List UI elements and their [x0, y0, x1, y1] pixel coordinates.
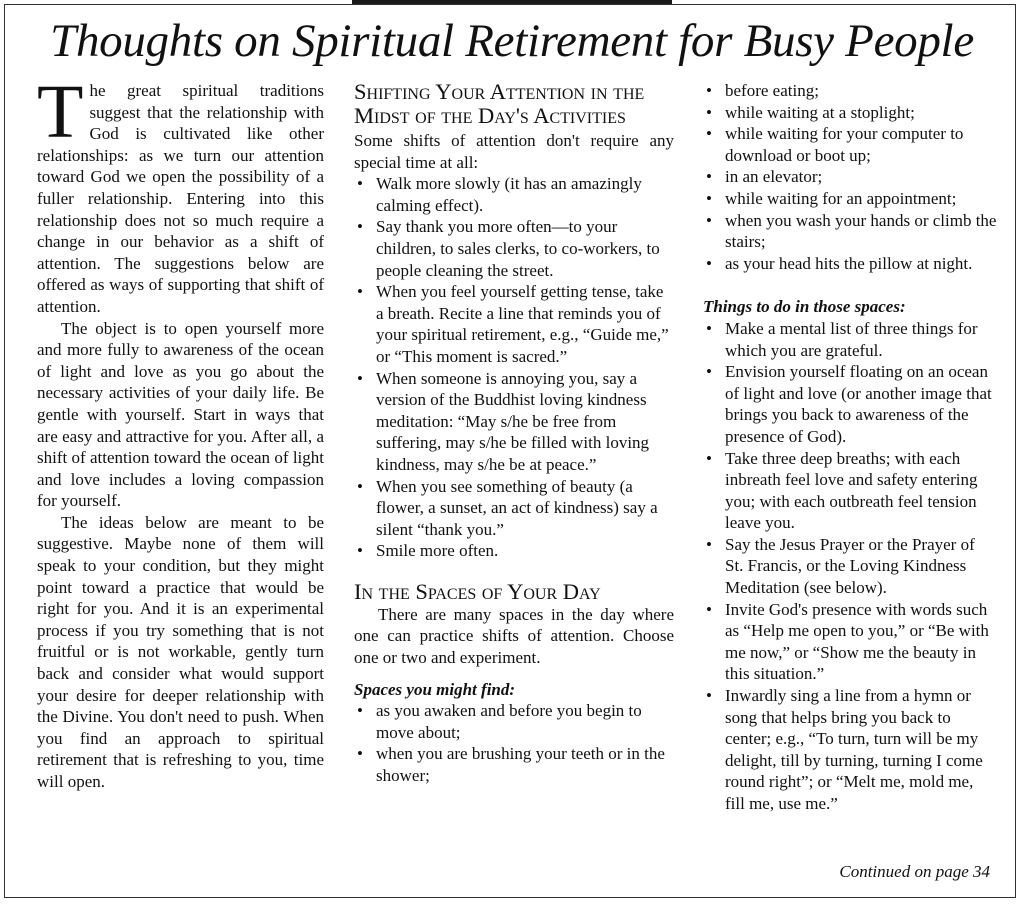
list-item: • Take three deep breaths; with each inbreath feel love and safety entering you; with each outbreath feel tension leave you. — [703, 448, 997, 534]
list-item: • When someone is annoying you, say a version of the Buddhist loving kindness meditation: “May s/he be free from suffering, may s/he be filled with loving kindness, may s/he be at peace.” — [354, 368, 674, 476]
shifts-list — [354, 173, 674, 562]
paragraph-2: The object is to open yourself more and more fully to awareness of the ocean of light and love as you go about the necessary activities of your daily life. Be gentle with yourself. Start in ways that are easy and attractive for you. After all, a shift of attention toward the ocean of light and love includes a loving compassion for yourself. — [37, 318, 324, 511]
spaces-list-continued — [703, 80, 997, 274]
list-item: • When you see something of beauty (a flower, a sunset, an act of kindness) say a silent “thank you.” — [354, 476, 674, 541]
section-heading-spaces: In the Spaces of Your Day — [354, 578, 601, 604]
list-item: • while waiting for an appointment; — [703, 188, 997, 210]
list-item: • while waiting at a stoplight; — [703, 102, 997, 124]
list-item: • Smile more often. — [354, 540, 674, 562]
list-item: • in an elevator; — [703, 166, 997, 188]
list-item: • before eating; — [703, 80, 997, 102]
list-item: • Make a mental list of three things for which you are grateful. — [703, 318, 997, 361]
list-item: • Inwardly sing a line from a hymn or song that helps bring you back to center; e.g., “To turn, turn will be my delight, till by turning, turning I come round right”; or “Melt me, mold me, fill me, use me.” — [703, 685, 997, 815]
list-item: • as your head hits the pillow at night. — [703, 253, 997, 275]
list-item: • When you feel yourself getting tense, take a breath. Recite a line that reminds you of your spiritual retirement, e.g., “Guide me,” or “This moment is sacred.” — [354, 281, 674, 367]
paragraph-3: The ideas below are meant to be suggestive. Maybe none of them will speak to your condition, but they might point toward a practice that would be right for you. And it is an experimental process if you try something that is not fruitful or is not workable, gently turn back and consider what would support your desire for deeper relationship with the Divine. You don't need to push. When you find an approach to spiritual retirement that is refreshing to you, time will open. — [37, 512, 324, 791]
column-3 — [703, 80, 997, 815]
list-item: • Invite God's presence with words such as “Help me open to you,” or “Be with me now,” or “Show me the beauty in this situation.” — [703, 599, 997, 685]
things-list — [703, 318, 997, 815]
list-item: • when you wash your hands or climb the stairs; — [703, 210, 997, 253]
list-item: • Say thank you more often—to your children, to sales clerks, to co-workers, to people cleaning the street. — [354, 216, 674, 281]
spaces-list — [354, 700, 674, 786]
intro-paragraph — [37, 70, 324, 318]
spaces-subheading: Spaces you might find: — [354, 679, 516, 699]
article-title: Thoughts on Spiritual Retirement for Busy People — [50, 15, 974, 67]
section-intro: Some shifts of attention don't require any special time at all: — [354, 131, 674, 172]
column-2 — [354, 80, 674, 787]
list-item: • Walk more slowly (it has an amazingly calming effect). — [354, 173, 674, 216]
list-item: • when you are brushing your teeth or in the shower; — [354, 743, 674, 786]
things-subheading: Things to do in those spaces: — [703, 297, 906, 317]
list-item: • Say the Jesus Prayer or the Prayer of St. Francis, or the Loving Kindness Meditation (see below). — [703, 534, 997, 599]
continued-note: Continued on page 34 — [839, 862, 990, 881]
list-item: • as you awaken and before you begin to move about; — [354, 700, 674, 743]
drop-cap: T — [37, 70, 84, 154]
list-item: • while waiting for your computer to download or boot up; — [703, 123, 997, 166]
list-item: • Envision yourself floating on an ocean of light and love (or another image that brings you back to awareness of the presence of God). — [703, 361, 997, 447]
column-1 — [37, 70, 324, 793]
section-heading-shifting-attention: Shifting Your Attention in the Midst of the Day's Activities — [354, 79, 645, 128]
spaces-intro: There are many spaces in the day where one can practice shifts of attention. Choose one or two and experiment. — [354, 604, 674, 668]
intro-paragraph-text: he great spiritual traditions suggest that the relationship with God is cultivated like other relationships: as we turn our attention toward God we open the possibility of a fuller relationship. Entering into this relationship does not so much require a change in our behavior as a shift of attention. The suggestions below are offered as ways of supporting that shift of attention. — [37, 81, 324, 316]
